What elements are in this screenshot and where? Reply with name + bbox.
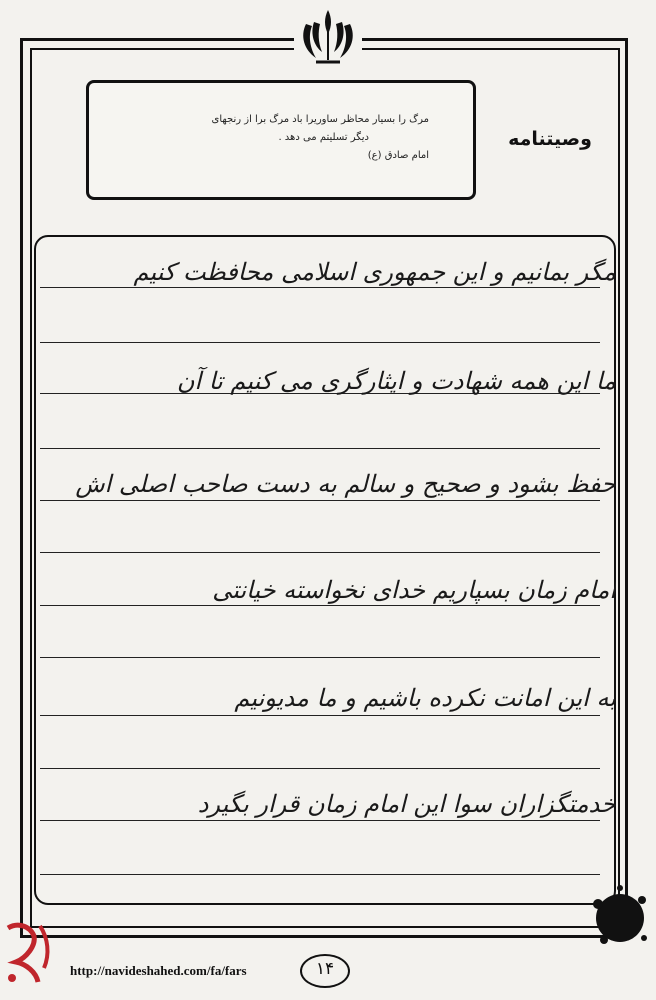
handwriting-line: به این امانت نکرده باشیم و ما مدیونیم <box>234 684 616 712</box>
source-url[interactable]: http://navideshahed.com/fa/fars <box>70 963 247 978</box>
rule-line <box>40 342 600 343</box>
quote-attribution: امام صادق (ع) <box>367 150 429 161</box>
quote-line: مرگ را بسیار محاظر ساوریرا باد مرگ برا از رنجهای <box>211 114 429 125</box>
rule-line <box>40 657 600 658</box>
ink-stain <box>584 882 654 952</box>
page-title: وصیتنامه <box>508 128 592 150</box>
handwriting-line: ما این همه شهادت و ایثارگری می کنیم تا آن <box>176 367 616 395</box>
rule-line <box>40 820 600 821</box>
iran-emblem-icon <box>294 4 362 68</box>
rule-line <box>40 605 600 606</box>
rule-line <box>40 500 600 501</box>
watermark-logo <box>0 918 60 988</box>
rule-line <box>40 768 600 769</box>
rule-line <box>40 448 600 449</box>
quote-line: دیگر تسلیتم می دهد . <box>278 132 369 143</box>
handwriting-line: مگر بمانیم و این جمهوری اسلامی محافظت کنیم <box>133 258 616 286</box>
handwriting-line: حفظ بشود و صحیح و سالم به دست صاحب اصلی اش <box>75 470 616 498</box>
page-number: ۱۴ <box>315 959 335 979</box>
rule-line <box>40 287 600 288</box>
quote-text <box>129 111 429 165</box>
rule-line <box>40 552 600 553</box>
rule-line <box>40 874 600 875</box>
handwriting-line: امام زمان بسپاریم خدای نخواسته خیانتی <box>212 576 616 604</box>
handwriting-line: خدمتگزاران سوا این امام زمان قرار بگیرد <box>197 790 616 818</box>
rule-line <box>40 715 600 716</box>
quote-box <box>86 80 476 200</box>
